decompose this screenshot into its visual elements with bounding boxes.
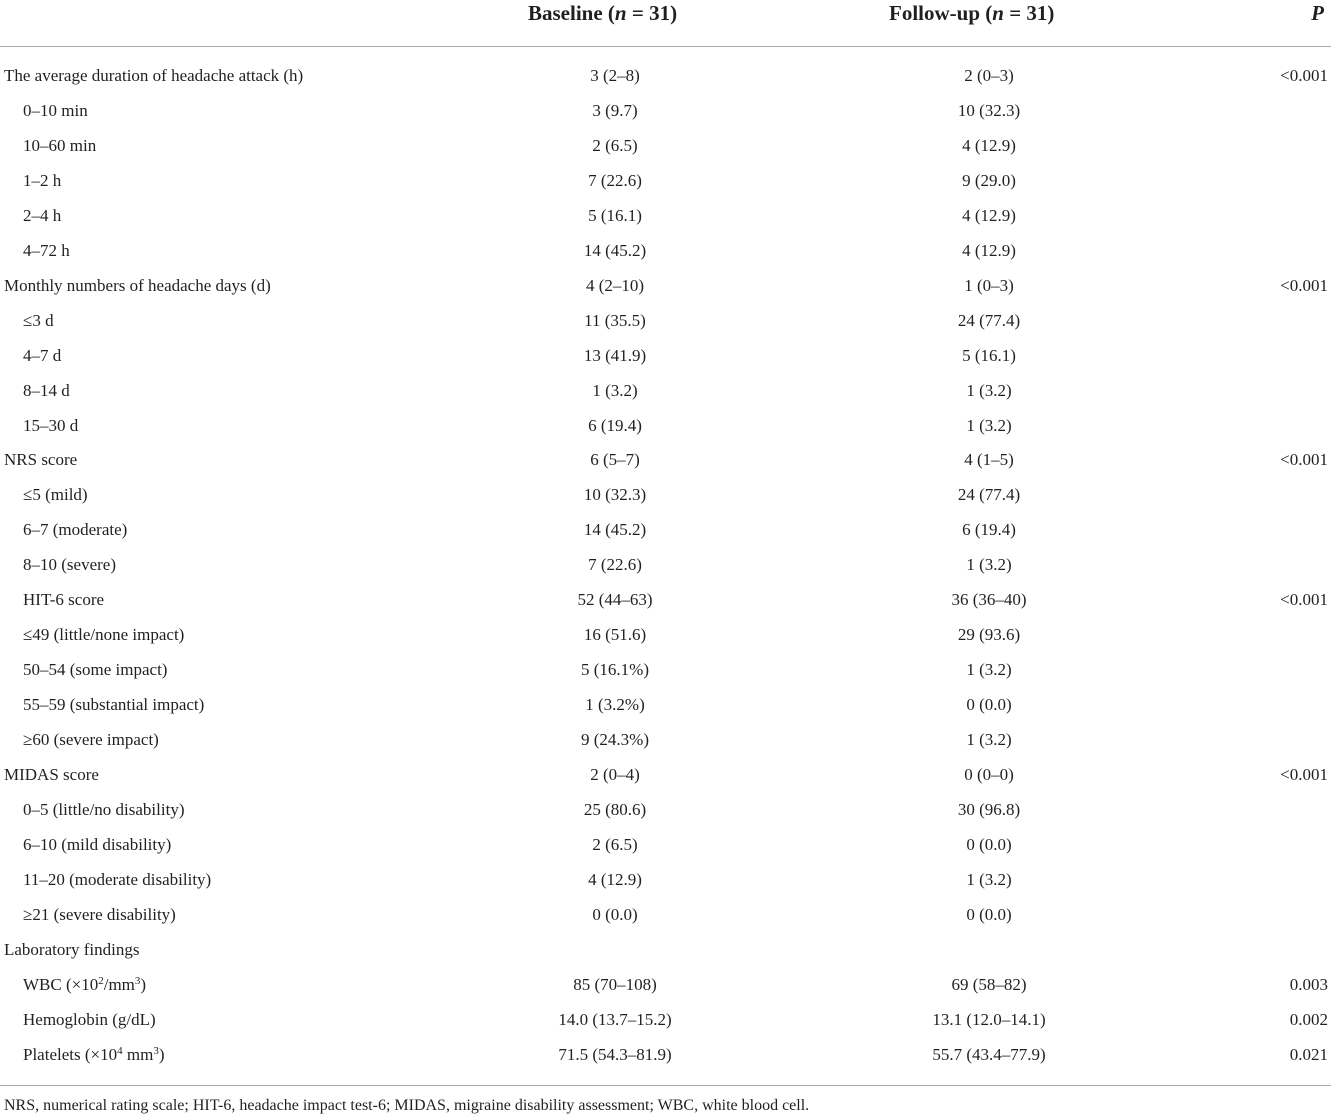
followup-value: 13.1 (12.0–14.1)	[932, 1009, 1046, 1029]
baseline-value: 52 (44–63)	[577, 590, 653, 610]
row-label	[23, 1009, 156, 1031]
row-label: ≤49 (little/none impact)	[23, 625, 185, 645]
table-row	[0, 694, 1331, 729]
row-label: 2–4 h	[23, 205, 62, 225]
followup-value: 0 (0.0)	[966, 904, 1012, 924]
followup-value: 69 (58–82)	[951, 974, 1027, 994]
table-row	[0, 380, 1331, 415]
row-label: NRS score	[4, 450, 78, 470]
header-followup: Follow-up (n = 31)	[889, 1, 1055, 25]
p-value: 0.021	[1289, 1044, 1328, 1064]
label-part: )	[140, 974, 147, 994]
row-label: 11–20 (moderate disability)	[23, 869, 212, 889]
row-label: 6–7 (moderate)	[23, 520, 128, 540]
baseline-value: 13 (41.9)	[583, 345, 647, 365]
table-row	[0, 449, 1331, 484]
baseline-value: 6 (5–7)	[590, 450, 640, 470]
baseline-value: 25 (80.6)	[583, 799, 647, 819]
row-label: 15–30 d	[23, 415, 79, 435]
baseline-value: 1 (3.2)	[592, 380, 638, 400]
table-row	[0, 1044, 1331, 1079]
baseline-value: 10 (32.3)	[583, 485, 647, 505]
followup-value: 1 (3.2)	[966, 555, 1012, 575]
label-part: )	[158, 1044, 165, 1064]
p-value: <0.001	[1280, 66, 1328, 85]
baseline-value: 85 (70–108)	[573, 974, 657, 994]
p-value: <0.001	[1280, 590, 1328, 610]
table-row	[0, 205, 1331, 240]
p-value: 0.003	[1289, 974, 1328, 994]
table-row	[0, 869, 1331, 904]
followup-value: 1 (3.2)	[966, 869, 1012, 889]
baseline-value: 9 (24.3%)	[581, 730, 649, 750]
table-row	[0, 65, 1331, 100]
p-value: <0.001	[1280, 275, 1328, 295]
row-label: ≤3 d	[23, 310, 54, 330]
followup-value: 24 (77.4)	[957, 310, 1021, 330]
baseline-value: 2 (6.5)	[592, 834, 638, 854]
baseline-value: 5 (16.1)	[588, 205, 642, 225]
table-row	[0, 345, 1331, 380]
superscript: 3	[153, 1044, 159, 1057]
table-row	[0, 484, 1331, 519]
baseline-value: 14 (45.2)	[583, 520, 647, 540]
followup-value: 1 (3.2)	[966, 415, 1012, 435]
baseline-value: 3 (2–8)	[590, 66, 640, 85]
row-label: 0–10 min	[23, 100, 88, 120]
label-part: Platelets (×10	[23, 1044, 118, 1064]
table-row	[0, 939, 1331, 974]
followup-value: 2 (0–3)	[964, 66, 1014, 85]
table-row	[0, 415, 1331, 450]
row-label: ≤5 (mild)	[23, 485, 88, 505]
followup-value: 36 (36–40)	[951, 590, 1027, 610]
row-label: Laboratory findings	[4, 939, 140, 959]
followup-value: 1 (3.2)	[966, 380, 1012, 400]
baseline-value: 7 (22.6)	[588, 555, 642, 575]
label-part: WBC (×10	[23, 974, 99, 994]
followup-value: 9 (29.0)	[962, 170, 1016, 190]
table-row	[0, 589, 1331, 624]
followup-value: 0 (0.0)	[966, 695, 1012, 715]
table-row	[0, 729, 1331, 764]
row-label: 8–14 d	[23, 380, 70, 400]
row-label: MIDAS score	[4, 765, 99, 784]
followup-value: 6 (19.4)	[962, 520, 1016, 540]
baseline-value: 7 (22.6)	[588, 170, 642, 190]
baseline-value: 1 (3.2%)	[585, 695, 645, 715]
p-value: <0.001	[1280, 765, 1328, 784]
row-label: 4–7 d	[23, 345, 62, 365]
followup-value: 0 (0.0)	[966, 834, 1012, 854]
row-label: 10–60 min	[23, 135, 97, 155]
followup-value: 29 (93.6)	[957, 625, 1021, 645]
p-value: 0.002	[1289, 1009, 1328, 1029]
p-value: <0.001	[1280, 450, 1328, 470]
label-part: Hemoglobin (g/dL)	[23, 1009, 156, 1029]
table-row	[0, 974, 1331, 1009]
table-row	[0, 659, 1331, 694]
followup-value: 30 (96.8)	[957, 799, 1021, 819]
baseline-value: 71.5 (54.3–81.9)	[558, 1044, 672, 1064]
table-row	[0, 519, 1331, 554]
row-label: 4–72 h	[23, 240, 70, 260]
baseline-value: 14.0 (13.7–15.2)	[558, 1009, 672, 1029]
baseline-value: 2 (6.5)	[592, 135, 638, 155]
table-row	[0, 135, 1331, 170]
row-label: 1–2 h	[23, 170, 62, 190]
superscript: 4	[117, 1044, 123, 1057]
table-header	[0, 0, 1331, 28]
table-row	[0, 554, 1331, 589]
row-label: ≥21 (severe disability)	[23, 904, 176, 924]
baseline-value: 0 (0.0)	[592, 904, 638, 924]
row-label: ≥60 (severe impact)	[23, 730, 159, 750]
row-label: 8–10 (severe)	[23, 555, 116, 575]
table-row	[0, 1009, 1331, 1044]
table-row	[0, 764, 1331, 799]
superscript: 3	[134, 974, 141, 987]
baseline-value: 4 (2–10)	[585, 275, 645, 295]
followup-value: 55.7 (43.4–77.9)	[932, 1044, 1046, 1064]
label-part: mm	[122, 1044, 154, 1064]
followup-value: 1 (3.2)	[966, 730, 1012, 750]
table-row	[0, 100, 1331, 135]
table-row	[0, 834, 1331, 869]
followup-value: 24 (77.4)	[957, 485, 1021, 505]
followup-value: 1 (0–3)	[964, 275, 1014, 295]
row-label: Monthly numbers of headache days (d)	[4, 275, 271, 295]
row-label: 0–5 (little/no disability)	[23, 799, 185, 819]
header-p: P	[1311, 1, 1324, 25]
followup-value: 5 (16.1)	[962, 345, 1016, 365]
row-label: 50–54 (some impact)	[23, 660, 168, 680]
followup-value: 4 (12.9)	[962, 135, 1016, 155]
row-label: HIT-6 score	[23, 590, 105, 610]
followup-value: 0 (0–0)	[964, 765, 1014, 784]
followup-value: 1 (3.2)	[966, 660, 1012, 680]
superscript: 2	[98, 974, 104, 987]
row-label: 55–59 (substantial impact)	[23, 695, 205, 715]
baseline-value: 6 (19.4)	[588, 415, 642, 435]
baseline-value: 14 (45.2)	[583, 240, 647, 260]
row-label: 6–10 (mild disability)	[23, 834, 172, 854]
table-row	[0, 170, 1331, 205]
table-row	[0, 904, 1331, 939]
table-footnote: NRS, numerical rating scale; HIT-6, headache impact test-6; MIDAS, migraine disability assessment; WBC, white blood cell.	[4, 1097, 810, 1114]
baseline-value: 16 (51.6)	[583, 625, 647, 645]
row-label: The average duration of headache attack (h)	[4, 66, 304, 85]
table-row	[0, 624, 1331, 659]
baseline-value: 11 (35.5)	[584, 310, 646, 330]
table-row	[0, 240, 1331, 275]
table-row	[0, 275, 1331, 310]
table-row	[0, 799, 1331, 834]
followup-value: 10 (32.3)	[957, 100, 1021, 120]
row-label	[23, 1044, 164, 1066]
row-label	[23, 974, 146, 996]
followup-value: 4 (12.9)	[962, 205, 1016, 225]
baseline-value: 3 (9.7)	[592, 100, 638, 120]
header-rule	[0, 46, 1331, 47]
baseline-value: 2 (0–4)	[590, 765, 640, 784]
baseline-value: 4 (12.9)	[588, 869, 642, 889]
bottom-rule	[0, 1085, 1331, 1086]
table-row	[0, 310, 1331, 345]
header-baseline: Baseline (n = 31)	[528, 1, 678, 25]
baseline-value: 5 (16.1%)	[581, 660, 649, 680]
followup-value: 4 (1–5)	[964, 450, 1014, 470]
followup-value: 4 (12.9)	[962, 240, 1016, 260]
label-part: /mm	[103, 974, 135, 994]
